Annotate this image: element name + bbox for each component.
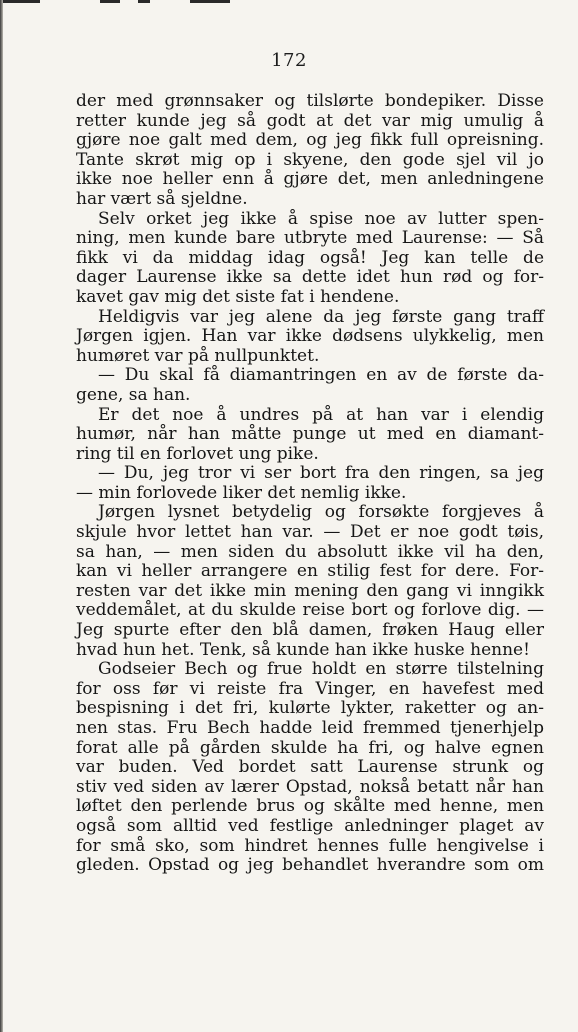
text-line: dager Laurense ikke sa dette idet hun rød og for- [76, 267, 544, 288]
text-line: ning, men kunde bare utbryte med Laurense: — Så [76, 228, 544, 249]
scan-edge-gap [40, 0, 100, 3]
text-line: veddemålet, at du skulde reise bort og forlove dig. — [76, 600, 544, 621]
page-number: 172 [271, 50, 307, 71]
text-line: gjøre noe galt med dem, og jeg fikk full opreisning. [76, 130, 544, 151]
text-line: resten var det ikke min mening den gang vi inngikk [76, 580, 544, 601]
text-line: — Du skal få diamantringen en av de første da- [98, 365, 544, 386]
text-line: fikk vi da middag idag også! Jeg kan telle de [76, 247, 544, 268]
text-line: Jørgen lysnet betydelig og forsøkte forgjeves å [98, 502, 544, 523]
text-line: gene, sa han. [76, 384, 191, 405]
text-line: forat alle på gården skulde ha fri, og halve egnen [76, 737, 544, 758]
text-line: løftet den perlende brus og skålte med henne, men [76, 796, 544, 817]
text-line: Godseier Bech og frue holdt en større tilstelning [98, 659, 544, 680]
text-line: Tante skrøt mig op i skyene, den gode sjel vil jo [76, 149, 544, 170]
text-line: har vært så sjeldne. [76, 188, 248, 209]
text-line: for små sko, som hindret hennes fulle hengivelse i [76, 835, 544, 856]
text-line: ikke noe heller enn å gjøre det, men anledningene [76, 169, 544, 190]
scan-edge-gap [150, 0, 190, 3]
text-line: bespisning i det fri, kulørte lykter, raketter og an- [76, 698, 544, 719]
text-line: Er det noe å undres på at han var i elendig [98, 404, 544, 425]
text-line: for oss før vi reiste fra Vinger, en havefest med [76, 678, 544, 699]
text-line: — min forlovede liker det nemlig ikke. [76, 482, 407, 503]
text-line: der med grønnsaker og tilslørte bondepiker. Disse [76, 91, 544, 111]
text-line: hvad hun het. Tenk, så kunde han ikke huske henne! [76, 639, 530, 660]
text-line: også som alltid ved festlige anledninger plaget av [76, 815, 544, 836]
text-line: skjule hvor lettet han var. — Det er noe godt tøis, [76, 522, 544, 543]
text-line: var buden. Ved bordet satt Laurense strunk og [76, 757, 544, 778]
text-line: humøret var på nullpunktet. [76, 345, 320, 366]
text-line: — Du, jeg tror vi ser bort fra den ringen, sa jeg [98, 463, 544, 484]
text-line: sa han, — men siden du absolutt ikke vil ha den, [76, 541, 544, 562]
text-line: gleden. Opstad og jeg behandlet hverandre som om [76, 855, 544, 876]
text-line: humør, når han måtte punge ut med en diamant- [76, 424, 544, 445]
text-line: retter kunde jeg så godt at det var mig umulig å [76, 110, 544, 131]
text-line: Selv orket jeg ikke å spise noe av lutter spen- [98, 208, 544, 229]
scan-edge-gap [120, 0, 138, 3]
body-text [76, 92, 544, 876]
text-line: kavet gav mig det siste fat i hendene. [76, 286, 400, 307]
text-line: kan vi heller arrangere en stilig fest for dere. For- [76, 561, 544, 582]
scan-left-edge [0, 0, 3, 1032]
text-line: Heldigvis var jeg alene da jeg første gang traff [98, 306, 544, 327]
text-line: stiv ved siden av lærer Opstad, nokså betatt når han [76, 776, 544, 797]
scan-edge-gap [230, 0, 578, 3]
text-line: ring til en forlovet ung pike. [76, 443, 319, 464]
text-line: nen stas. Fru Bech hadde leid fremmed tjenerhjelp [76, 718, 544, 738]
text-line: Jørgen igjen. Han var ikke dødsens ulykkelig, men [76, 326, 544, 347]
text-line: Jeg spurte efter den blå damen, frøken Haug eller [76, 620, 544, 641]
